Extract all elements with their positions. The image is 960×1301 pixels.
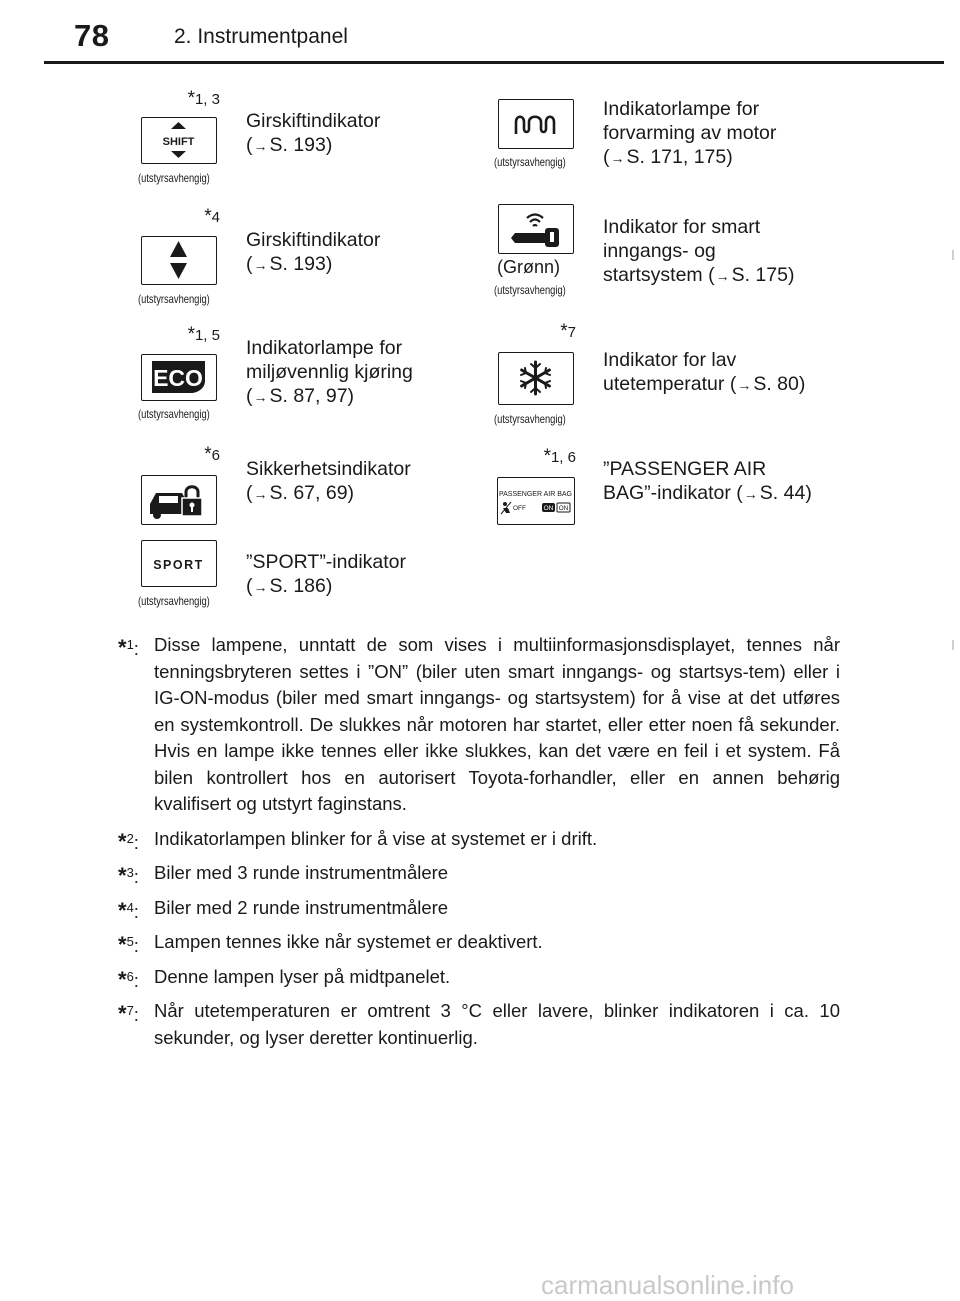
watermark: carmanualsonline.info — [541, 1270, 794, 1300]
eco-label: ECO — [153, 365, 203, 391]
footnote-ref: *6 — [204, 444, 220, 465]
footnote-ref: *7 — [560, 321, 576, 342]
indicator-description: Indikator for lav utetemperatur (→ S. 80) — [603, 349, 806, 395]
footnote: *$^7$: Når utetemperaturen er omtrent 3 °C eller lavere, blinker indikatoren i ca. 10 sekunder, og lyser deretter kontinuerlig. — [118, 1000, 840, 1048]
edge-mark — [952, 640, 954, 650]
airbag-on-dark: ON — [543, 505, 554, 512]
arrow-icon: → — [253, 389, 268, 405]
footnote: *$^4$: Biler med 2 runde instrumentmålere — [118, 895, 840, 922]
indicator-description: Indikator for smart inngangs- og startsystem (→ S. 175) — [603, 216, 795, 286]
footnote-ref: *4 — [204, 206, 220, 227]
indicator-description: Sikkerhetsindikator (→ S. 67, 69) — [246, 458, 411, 504]
footnote-ref: *1, 6 — [543, 446, 576, 467]
equipment-caption: (utstyrsavhengig) — [494, 412, 566, 426]
equipment-caption: (utstyrsavhengig) — [494, 283, 566, 297]
footnote: *$^3$: Biler med 3 runde instrumentmålere — [118, 860, 840, 887]
page-number: 78 — [74, 18, 110, 53]
indicator-description: ”PASSENGER AIR BAG”-indikator (→ S. 44) — [603, 458, 812, 504]
airbag-off-label: OFF — [513, 505, 526, 512]
footnote: *$^5$: Lampen tennes ikke når systemet er deaktivert. — [118, 929, 840, 956]
footnote-mark: *$^3$: — [118, 863, 139, 888]
arrow-icon: → — [253, 579, 268, 595]
indicator-description: Indikatorlampe for forvarming av motor (→ S. 171, 175) — [603, 98, 777, 168]
color-note: (Grønn) — [497, 257, 560, 277]
indicator-description: Girskiftindikator (→ S. 193) — [246, 110, 381, 156]
indicator-description: Girskiftindikator (→ S. 193) — [246, 229, 381, 275]
sport-icon — [141, 540, 217, 587]
security-lock-icon — [141, 475, 217, 525]
footnote-mark: *$^5$: — [118, 932, 139, 957]
airbag-on-light: ON — [558, 505, 569, 512]
shift-label: SHIFT — [162, 136, 195, 148]
equipment-caption: (utstyrsavhengig) — [138, 407, 210, 421]
arrow-icon: → — [610, 150, 625, 166]
shift-arrows-icon — [141, 236, 217, 285]
footnote: *$^2$: Indikatorlampen blinker for å vise at systemet er i drift. — [118, 826, 840, 853]
page-header — [0, 0, 960, 64]
shift-indicator-icon — [141, 117, 217, 164]
equipment-caption: (utstyrsavhengig) — [138, 171, 210, 185]
arrow-icon: → — [253, 138, 268, 154]
arrow-icon: → — [743, 486, 758, 502]
footnote: *$^6$: Denne lampen lyser på midtpanelet. — [118, 964, 840, 991]
snowflake-icon — [498, 352, 574, 405]
equipment-caption: (utstyrsavhengig) — [494, 155, 566, 169]
smart-key-icon — [498, 204, 574, 254]
airbag-label: PASSENGER AIR BAG — [498, 491, 573, 498]
chapter-title: 2. Instrumentpanel — [174, 25, 348, 48]
footnote-mark: *$^6$: — [118, 966, 139, 992]
indicator-description: ”SPORT”-indikator (→ S. 186) — [246, 551, 407, 597]
sport-label: SPORT — [153, 558, 204, 572]
footnotes — [118, 632, 840, 1059]
eco-icon — [141, 354, 217, 401]
equipment-caption: (utstyrsavhengig) — [138, 292, 210, 306]
footnote-mark: *$^4$: — [118, 897, 139, 923]
arrow-icon: → — [253, 257, 268, 273]
footnote-ref: *1, 3 — [187, 88, 220, 109]
arrow-icon: → — [715, 268, 730, 284]
footnote: *$^1$: Disse lampene, unntatt de som vises i multiinformasjonsdisplayet, tennes når tenningsbryteren settes i ”ON” (biler uten smart inngangs- og startsys-tem) eller i IG-ON-modus (biler med smart inngangs- og startsystem) for å vise at det utføres en systemkontroll. De slukkes når motoren har startet, eller etter noen få sekunder. Hvis en lampe ikke tennes eller ikke slukkes, kan det være en feil i et system. Få bilen kontrollert hos en autorisert Toyota-forhandler, eller en annen behørig kvalifisert og utstyrt faginstans. — [118, 634, 840, 814]
footnote-ref: *1, 5 — [187, 324, 220, 345]
passenger-airbag-icon — [497, 477, 575, 525]
footnote-mark: *$^7$: — [118, 1001, 139, 1026]
arrow-icon: → — [737, 377, 752, 393]
header-rule — [44, 61, 944, 64]
footnote-mark: *$^2$: — [118, 828, 139, 854]
equipment-caption: (utstyrsavhengig) — [138, 594, 210, 608]
arrow-icon: → — [253, 486, 268, 502]
footnote-mark: *$^1$: — [118, 635, 139, 660]
glow-plug-icon — [498, 99, 574, 149]
indicator-description: Indikatorlampe for miljøvennlig kjøring (→ S. 87, 97) — [246, 337, 413, 407]
edge-mark — [952, 250, 954, 260]
